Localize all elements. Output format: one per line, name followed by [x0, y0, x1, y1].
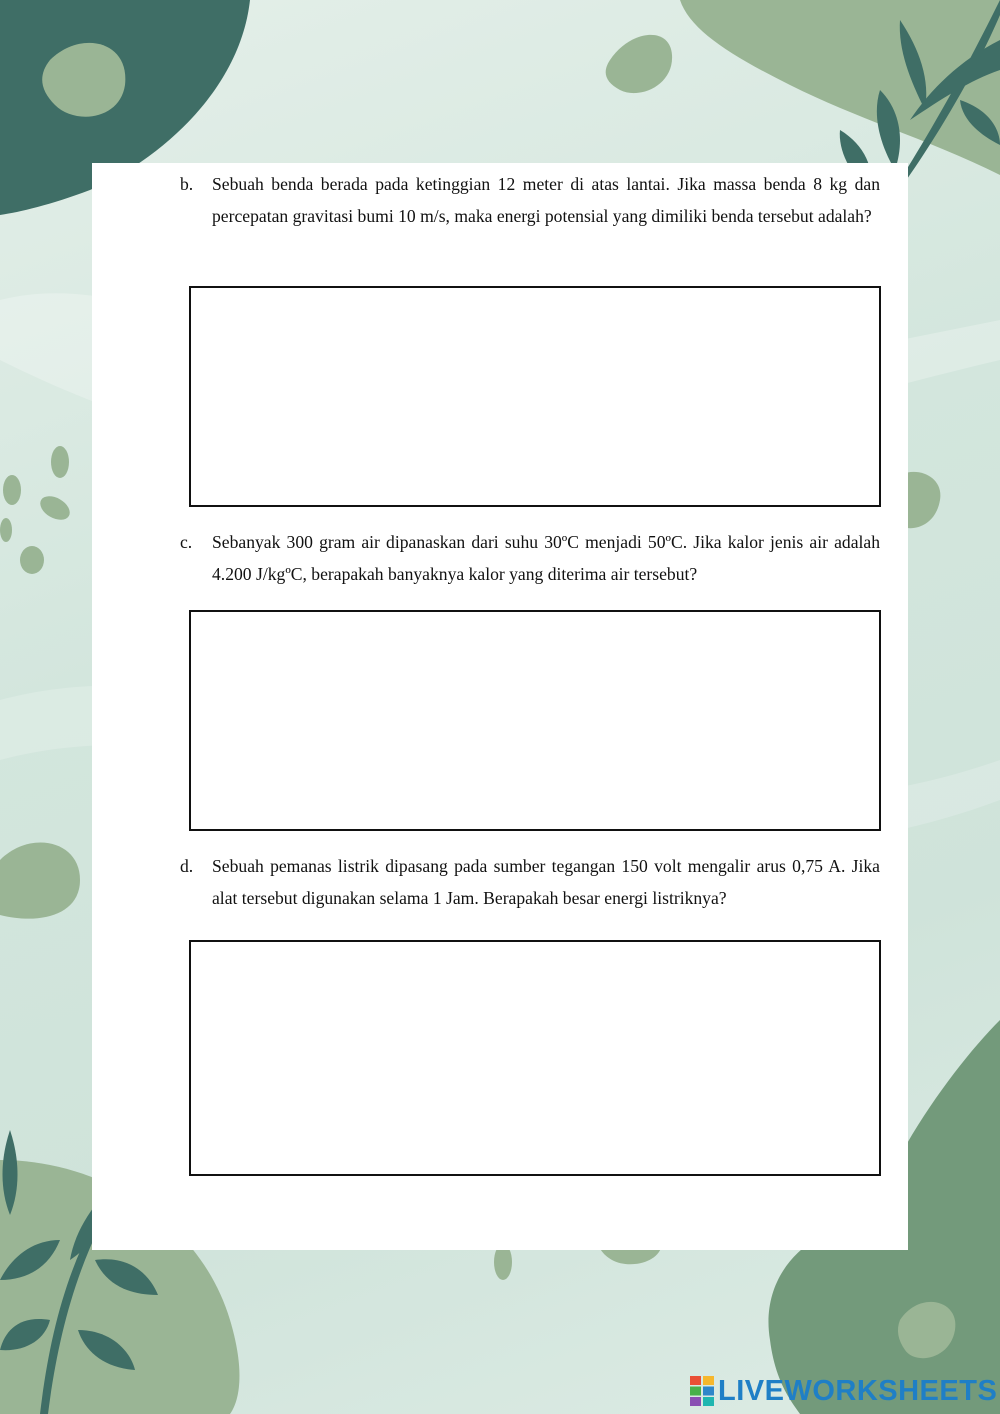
question-text: Sebuah benda berada pada ketinggian 12 meter di atas lantai. Jika massa benda 8 kg dan percepatan gravitasi bumi 10 m/s, maka energi potensial yang dimiliki benda tersebut adalah?: [212, 174, 880, 226]
question-b: [180, 168, 880, 232]
question-label: d.: [180, 856, 194, 876]
liveworksheets-logo-icon: [690, 1376, 714, 1406]
answer-box-c[interactable]: [189, 610, 881, 831]
question-c: [180, 526, 880, 590]
question-label: b.: [180, 174, 194, 194]
liveworksheets-logo-text: LIVEWORKSHEETS: [718, 1374, 998, 1407]
liveworksheets-logo[interactable]: [690, 1373, 997, 1409]
question-d: [180, 850, 880, 914]
question-text: Sebuah pemanas listrik dipasang pada sumber tegangan 150 volt mengalir arus 0,75 A. Jika alat tersebut digunakan selama 1 Jam. Berapakah besar energi listriknya?: [212, 856, 880, 908]
question-label: c.: [180, 532, 193, 552]
answer-box-d[interactable]: [189, 940, 881, 1176]
answer-box-b[interactable]: [189, 286, 881, 507]
question-text: Sebanyak 300 gram air dipanaskan dari suhu 30ºC menjadi 50ºC. Jika kalor jenis air adalah 4.200 J/kgºC, berapakah banyaknya kalor yang diterima air tersebut?: [212, 532, 880, 584]
